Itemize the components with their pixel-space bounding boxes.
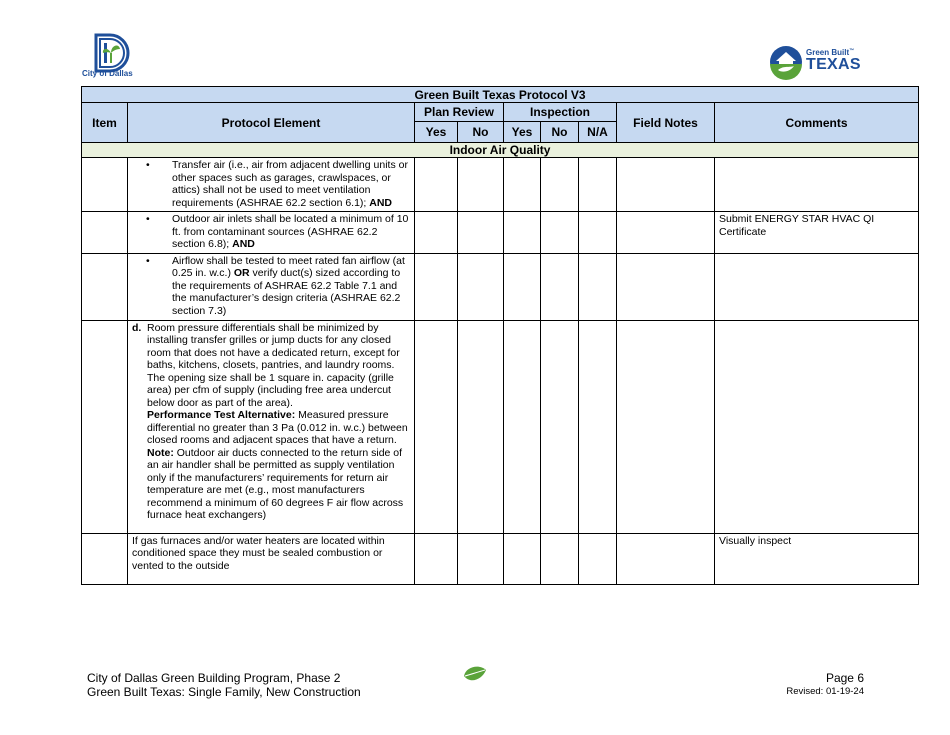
protocol-text: Room pressure differentials shall be minimized by installing transfer grilles or jump ducts for any closed room that does not have a dedicated return, except for baths, kitchens, closets, pantries, and laundry rooms. The opening size shall be 1 square in. capacity (grille area) per cfm of supply (including free area undercut below door as part of the area).: [147, 321, 400, 409]
insp-na-cell[interactable]: [579, 253, 617, 320]
col-header-plan-review: Plan Review: [415, 103, 504, 122]
col-header-insp-yes: Yes: [504, 122, 541, 143]
revised-date: Revised: 01-19-24: [786, 686, 864, 697]
insp-no-cell[interactable]: [541, 320, 579, 533]
item-cell: [82, 320, 128, 533]
col-header-inspection: Inspection: [504, 103, 617, 122]
item-cell: [82, 533, 128, 584]
insp-na-cell[interactable]: [579, 320, 617, 533]
table-row: [82, 533, 919, 584]
item-cell: [82, 253, 128, 320]
plan-no-cell[interactable]: [458, 320, 504, 533]
insp-na-cell[interactable]: [579, 533, 617, 584]
col-header-item: Item: [82, 103, 128, 143]
protocol-cell: [128, 212, 415, 254]
field-notes-cell[interactable]: [617, 320, 715, 533]
insp-yes-cell[interactable]: [504, 533, 541, 584]
insp-yes-cell[interactable]: [504, 253, 541, 320]
item-cell: [82, 158, 128, 212]
comments-cell: [715, 158, 919, 212]
comments-cell: [715, 320, 919, 533]
footer-page-info: [786, 671, 864, 699]
note-text: Outdoor air ducts connected to the return side of an air handler shall be permitted as supply ventilation only if the manufacturers’ requirements for return air temperature are met (e.g., most manufacturers recommend a minimum of 60 degrees F air flow across furnace heat exchangers): [147, 446, 404, 521]
gbt-logo-text-top: Green Built™: [806, 48, 855, 57]
protocol-text: If gas furnaces and/or water heaters are located within conditioned space they must be sealed combustion or vented to the outside: [132, 534, 385, 572]
footer-line-2: Green Built Texas: Single Family, New Construction: [87, 685, 361, 699]
col-header-comments: Comments: [715, 103, 919, 143]
protocol-table: [81, 86, 919, 585]
protocol-text-bold: OR: [233, 267, 250, 279]
field-notes-cell[interactable]: [617, 253, 715, 320]
insp-no-cell[interactable]: [541, 212, 579, 254]
item-letter: d.: [132, 321, 142, 334]
plan-no-cell[interactable]: [458, 212, 504, 254]
item-cell: [82, 212, 128, 254]
gbt-logo-text-bottom: TEXAS: [806, 56, 861, 73]
comments-cell: [715, 253, 919, 320]
protocol-text: Transfer air (i.e., air from adjacent dwelling units or other spaces such as garages, crawlspaces, or attics) shall not be used to meet ventilation requirements (ASHRAE 62.2 section 6.1);: [172, 159, 408, 209]
protocol-text-bold: AND: [369, 196, 393, 209]
note-label: Note:: [147, 446, 174, 459]
bullet-icon: •: [146, 254, 150, 267]
plan-no-cell[interactable]: [458, 533, 504, 584]
insp-no-cell[interactable]: [541, 158, 579, 212]
insp-yes-cell[interactable]: [504, 158, 541, 212]
table-row: [82, 212, 919, 254]
table-row: [82, 320, 919, 533]
comment-text: Visually inspect: [719, 534, 792, 547]
protocol-cell: [128, 533, 415, 584]
comments-cell: [715, 212, 919, 254]
page-number: Page 6: [825, 671, 864, 685]
protocol-text: verify duct(s) sized according to the requirements of ASHRAE 62.2 Table 7.1 and the manufacturer’s design criteria (ASHRAE 62.2 section 7.3): [172, 267, 401, 317]
col-header-plan-yes: Yes: [415, 122, 458, 143]
section-title: Indoor Air Quality: [82, 143, 919, 158]
protocol-text-bold: AND: [232, 238, 255, 250]
col-header-insp-na: N/A: [579, 122, 617, 143]
leaf-icon: [462, 664, 488, 686]
protocol-text: Outdoor air inlets shall be located a minimum of 10 ft. from contaminant sources (ASHRAE 62.2 section 6.8);: [172, 213, 409, 250]
footer-line-1: City of Dallas Green Building Program, Phase 2: [87, 671, 341, 685]
bullet-icon: •: [146, 213, 150, 225]
protocol-cell: [128, 320, 415, 533]
plan-yes-cell[interactable]: [415, 212, 458, 254]
table-row: [82, 253, 919, 320]
insp-yes-cell[interactable]: [504, 212, 541, 254]
protocol-cell: [128, 253, 415, 320]
plan-yes-cell[interactable]: [415, 253, 458, 320]
table-row: [82, 158, 919, 212]
col-header-plan-no: No: [458, 122, 504, 143]
field-notes-cell[interactable]: [617, 212, 715, 254]
insp-na-cell[interactable]: [579, 212, 617, 254]
plan-yes-cell[interactable]: [415, 320, 458, 533]
plan-yes-cell[interactable]: [415, 533, 458, 584]
plan-yes-cell[interactable]: [415, 158, 458, 212]
bullet-icon: •: [146, 159, 150, 171]
col-header-protocol-element: Protocol Element: [128, 103, 415, 143]
city-logo-caption: City of Dallas: [82, 69, 133, 78]
protocol-cell: [128, 158, 415, 212]
insp-no-cell[interactable]: [541, 533, 579, 584]
col-header-field-notes: Field Notes: [617, 103, 715, 143]
field-notes-cell[interactable]: [617, 533, 715, 584]
performance-label: Performance Test Alternative:: [147, 409, 296, 421]
comments-cell: [715, 533, 919, 584]
insp-na-cell[interactable]: [579, 158, 617, 212]
col-header-insp-no: No: [541, 122, 579, 143]
footer-program-info: [87, 671, 361, 699]
protocol-text: Airflow shall be tested to meet rated fan airflow (at 0.25 in. w.c.): [172, 254, 405, 279]
performance-text: Measured pressure differential no greater than 3 Pa (0.012 in. w.c.) between closed rooms and adjacent spaces that have a return.: [147, 409, 408, 446]
comment-text: Submit ENERGY STAR HVAC QI Certificate: [719, 213, 875, 238]
table-title: Green Built Texas Protocol V3: [82, 87, 919, 103]
insp-yes-cell[interactable]: [504, 320, 541, 533]
plan-no-cell[interactable]: [458, 253, 504, 320]
plan-no-cell[interactable]: [458, 158, 504, 212]
field-notes-cell[interactable]: [617, 158, 715, 212]
insp-no-cell[interactable]: [541, 253, 579, 320]
